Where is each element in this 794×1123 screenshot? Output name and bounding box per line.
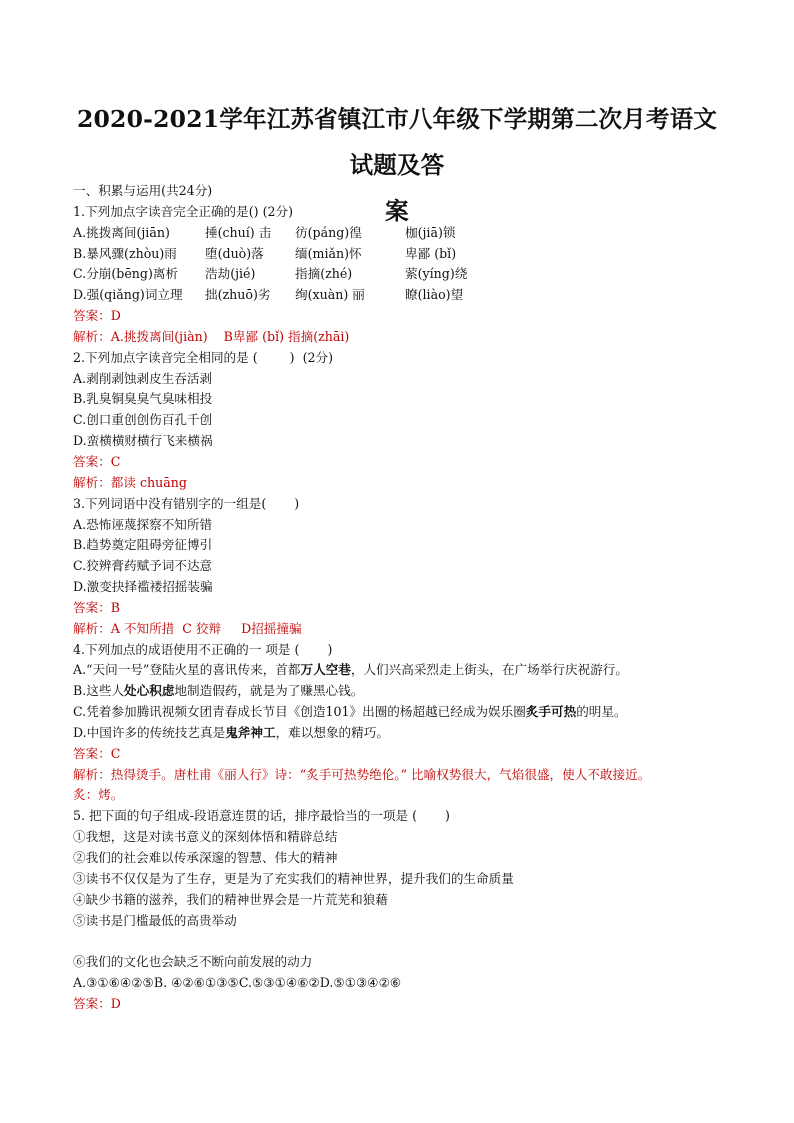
option-cell: A.挑拨离间(jiān) [73,224,170,240]
option-cell: 枷(jiā)锁 [405,224,456,240]
option-text: A.“天问一号”登陆火星的喜讯传来，首都 [73,662,301,678]
question-3-option-c: C.狡辨膏药赋予词不达意 [73,558,213,574]
option-text: B.这些人 [73,683,125,699]
option-cell: 萦(yíng)绕 [405,266,468,282]
blank-line [73,931,733,952]
question-5-item-3: ③读书不仅仅是为了生存，更是为了充实我们的精神世界，提升我们的生命质量 [73,870,514,886]
question-4-answer: 答案：C [73,745,121,761]
option-cell: C.分崩(bēng)离析 [73,266,179,282]
question-4-option-d [73,723,733,744]
idiom-highlight: 炙手可热 [525,704,577,720]
option-cell: 卑鄙 (bǐ) [405,245,457,261]
question-1-answer: 答案：D [73,308,121,324]
option-text: C.凭着参加腾讯视频女团青春成长节目《创造101》出圈的杨超越已经成为娱乐圈 [73,704,526,720]
option-cell: 捶(chuí) 击 [205,224,272,240]
option-cell: 彷(páng)徨 [295,224,362,240]
question-4-analysis-continued: 炙：烤。 [73,787,124,803]
question-2-option-a: A.剥削剥蚀剥皮生吞活剥 [73,370,213,386]
question-3-analysis: 解析：A 不知所措 C 狡辩 D招摇撞骗 [73,620,302,636]
idiom-highlight: 处心积虑 [124,683,175,699]
question-3-option-b: B.趋势奠定阻碍旁征博引 [73,537,213,553]
question-1-stem: 1.下列加点字读音完全正确的是() (2分) [73,203,293,219]
option-cell: 拙(zhuō)劣 [205,287,271,303]
question-3-answer: 答案：B [73,599,121,615]
question-5-stem: 5. 把下面的句子组成-段语意连贯的话，排序最恰当的一项是 ( ) [73,808,450,824]
option-cell: 缅(miǎn)怀 [295,245,362,261]
question-5-choices: A.③①⑥④②⑤B. ④②⑥①③⑤C.⑤③①④⑥②D.⑤①③④②⑥ [73,975,402,991]
idiom-highlight: 万人空巷 [300,662,351,678]
idiom-highlight: 鬼斧神工 [225,724,276,740]
option-cell: B.暴风骤(zhòu)雨 [73,245,177,261]
question-4-option-b [73,681,733,702]
question-5-item-1: ①我想，这是对读书意义的深刻体悟和精辟总结 [73,829,338,845]
option-cell: 浩劫(jié) [205,266,256,282]
question-1-option-row [73,244,733,265]
question-2-answer: 答案：C [73,453,121,469]
question-4-stem: 4.下列加点的成语使用不正确的一 项是 ( ) [73,641,333,657]
option-cell: 绚(xuàn) 丽 [295,287,365,303]
question-2-option-b: B.乳臭铜臭臭气臭味相投 [73,391,213,407]
question-4-analysis: 解析：热得烫手。唐杜甫《丽人行》诗：“炙手可热势绝伦。” 比喻权势很大，气焰很盛，使人不敢接近。 [73,766,651,782]
option-cell: 瞭(liào)望 [405,287,464,303]
question-5-item-6: ⑥我们的文化也会缺乏不断向前发展的动力 [73,954,313,970]
option-text: 地制造假药，就是为了赚黑心钱。 [174,683,364,699]
question-3-option-d: D.激变抉择褴褛招摇装骗 [73,579,213,595]
question-2-option-c: C.创口重创创伤百孔千创 [73,412,213,428]
question-1-option-row [73,223,733,244]
option-cell: 指摘(zhé) [295,266,353,282]
question-2-option-d: D.蛮横横财横行飞来横祸 [73,433,213,449]
section-heading: 一、积累与运用(共24分) [73,183,213,198]
question-1-option-row [73,285,733,306]
question-2-analysis: 解析：都读 chuāng [73,474,187,490]
question-1-analysis: 解析：A.挑拨离间(jiàn) B卑鄙 (bǐ) 指摘(zhāi) [73,328,350,344]
question-5-item-2: ②我们的社会难以传承深邃的智慧、伟大的精神 [73,850,338,865]
question-4-option-c [73,702,733,723]
question-5-item-5: ⑤读书是门槛最低的高贵举动 [73,912,237,928]
option-text: ，人们兴高采烈走上街头，在广场举行庆祝游行。 [350,662,628,678]
question-3-stem: 3.下列词语中没有错别字的一组是( ) [73,495,300,511]
document-body [73,181,733,1015]
question-3-option-a: A.恐怖诬蔑探察不知所错 [73,516,213,532]
question-2-stem: 2.下列加点字读音完全相同的是 ( ) (2分) [73,349,334,365]
title-line-1: 2020-2021学年江苏省镇江市八年级下学期第二次月考语文试题及答 [76,105,718,179]
question-5-answer: 答案：D [73,995,121,1011]
question-1-option-row [73,264,733,285]
option-text: D.中国许多的传统技艺真是 [73,724,226,740]
title-line-2: 案 [385,197,409,225]
option-text: ，难以想象的精巧。 [275,724,389,740]
option-text: 的明星。 [576,704,627,720]
option-cell: 堕(duò)落 [205,245,264,261]
question-5-item-4: ④缺少书籍的滋养，我们的精神世界会是一片荒芜和狼藉 [73,891,388,907]
option-cell: D.强(qiǎng)词立理 [73,287,183,303]
question-4-option-a [73,660,733,681]
